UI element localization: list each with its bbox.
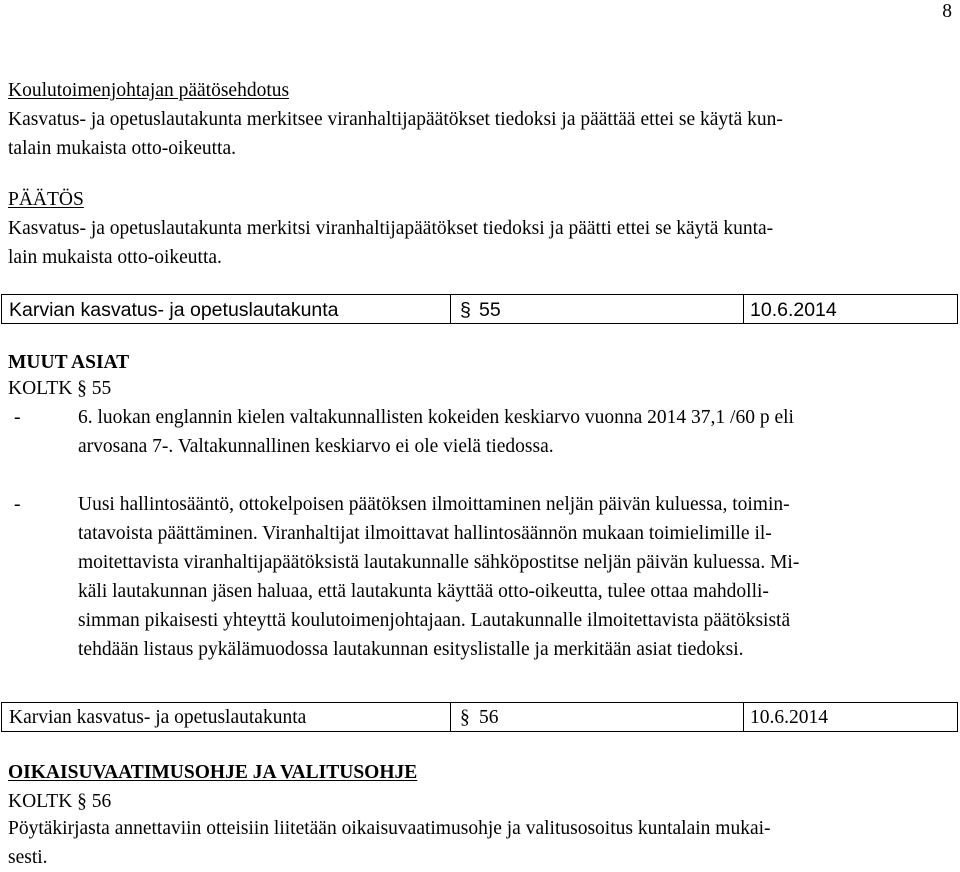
section-symbol: § <box>460 707 470 728</box>
ref-number: 55 <box>91 378 112 399</box>
column-divider <box>743 703 744 731</box>
ref-prefix: KOLTK <box>8 378 73 399</box>
section-number: 55 <box>479 299 501 321</box>
meeting-date: 10.6.2014 <box>750 299 837 321</box>
column-divider <box>450 703 451 731</box>
list-item-line: tehdään listaus pykälämuodossa lautakunnan esityslistalle ja merkitään asiat tiedoksi. <box>78 639 744 660</box>
column-divider <box>743 295 744 323</box>
ref-symbol: § <box>77 378 87 399</box>
appeal-line: Pöytäkirjasta annettaviin otteisiin liitetään oikaisuvaatimusohje ja valitusosoitus kuntalain mukai- <box>8 818 771 839</box>
decision-line: Kasvatus- ja opetuslautakunta merkitsi viranhaltijapäätökset tiedoksi ja päätti ettei se käytä kunta- <box>8 218 774 239</box>
decision-section <box>8 185 948 272</box>
list-item-line: moitettavista viranhaltijapäätöksistä lautakunnalle sähköpostitse neljän päivän kuluessa. Mi- <box>78 552 800 573</box>
board-name: Karvian kasvatus- ja opetuslautakunta <box>9 299 339 321</box>
list-item-line: Uusi hallintosääntö, ottokelpoisen päätöksen ilmoittaminen neljän päivän kuluessa, toimin- <box>78 494 790 515</box>
section-reference <box>8 787 111 816</box>
decision-line: lain mukaista otto-oikeutta. <box>8 247 222 268</box>
list-item-line: simman pikaisesti yhteyttä koulutoimenjohtajaan. Lautakunnalle ilmoitettavista päätöksistä <box>78 610 791 631</box>
ref-symbol: § <box>77 791 87 812</box>
section-number: 56 <box>479 707 499 728</box>
appeal-line: sesti. <box>8 847 48 868</box>
list-item-line: tatavoista päättäminen. Viranhaltijat ilmoittavat hallintosäännön mukaan toimielimille il- <box>78 523 772 544</box>
list-item <box>8 403 953 461</box>
ref-number: 56 <box>91 791 112 812</box>
proposal-line: talain mukaista otto-oikeutta. <box>8 138 236 159</box>
meeting-header-56 <box>1 702 958 732</box>
proposal-line: Kasvatus- ja opetuslautakunta merkitsee viranhaltijapäätökset tiedoksi ja päättää ettei se käytä kun- <box>8 109 783 130</box>
column-divider <box>450 295 451 323</box>
appeal-heading: OIKAISUVAATIMUSOHJE JA VALITUSOHJE <box>8 762 418 783</box>
decision-heading: PÄÄTÖS <box>8 189 84 210</box>
list-dash: - <box>14 407 21 428</box>
proposal-section <box>8 76 948 163</box>
list-item-line: 6. luokan englannin kielen valtakunnallisten kokeiden keskiarvo vuonna 2014 37,1 /60 p eli <box>78 407 794 428</box>
board-name: Karvian kasvatus- ja opetuslautakunta <box>9 707 307 728</box>
page-number: 8 <box>942 1 952 22</box>
list-dash: - <box>14 494 21 515</box>
other-matters-list <box>8 403 953 664</box>
ref-prefix: KOLTK <box>8 791 73 812</box>
list-item-line: arvosana 7-. Valtakunnallinen keskiarvo ei ole vielä tiedossa. <box>78 436 554 457</box>
meeting-date: 10.6.2014 <box>750 707 828 728</box>
other-matters-heading: MUUT ASIAT <box>8 352 130 373</box>
appeal-body <box>8 814 948 872</box>
meeting-header-55 <box>1 294 958 324</box>
section-symbol: § <box>460 299 471 321</box>
list-item-line: käli lautakunnan jäsen haluaa, että lautakunta käyttää otto-oikeutta, tulee ottaa mahdolli- <box>78 581 769 602</box>
section-reference <box>8 374 111 403</box>
list-item <box>8 490 953 664</box>
proposal-heading: Koulutoimenjohtajan päätösehdotus <box>8 80 290 101</box>
